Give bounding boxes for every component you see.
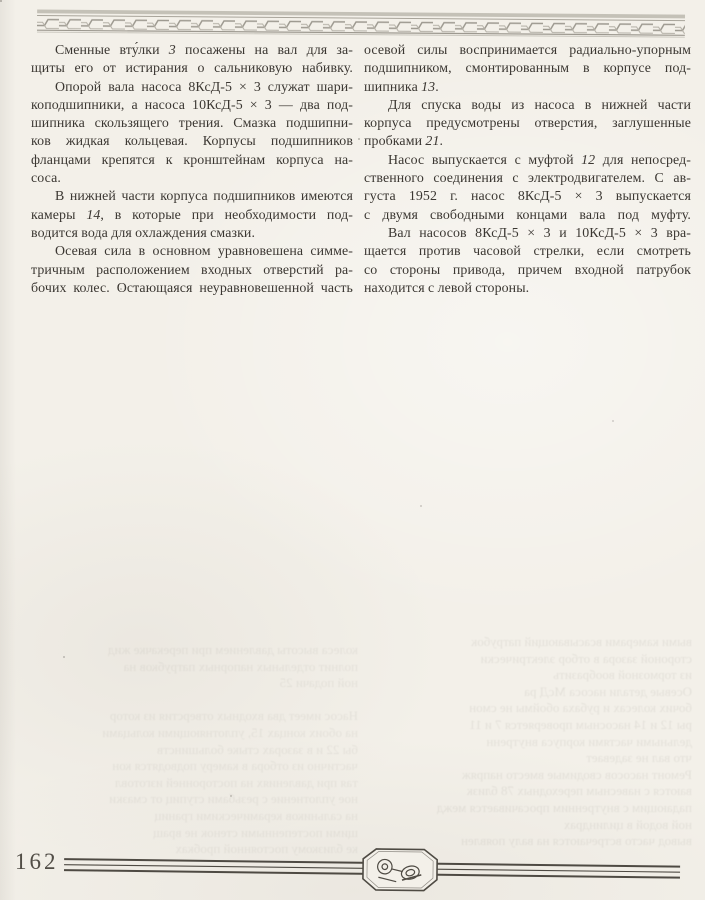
octagon-cartouche [363,849,437,891]
bleedthrough-line: на сальников керамическими границ [154,807,358,823]
bleedthrough-line: Осевые детали насоса МсД ра [524,683,692,699]
text-column-right [364,42,691,298]
text-line: со стороны привода, причем входной патрубок [364,262,691,278]
text-line: Насос выпускается с муфтой 12 для непосред- [388,152,691,168]
bleedthrough-line: полнит отдельных напорных патрубков на [123,658,358,674]
text-line: шипника скользящего трения. Смазка подшипни- [31,116,353,132]
text-line: щиты его от истирания о сальниковую набивку. [31,61,353,77]
bleedthrough-text-left [26,642,358,858]
paper-speck [0,0,2,2]
text-line: Опорой вала насоса 8КсД-5 × 3 служат шари- [55,79,353,95]
text-line: густа 1952 г. насос 8КсД-5 × 3 выпускается [364,189,691,205]
footer-rule-ornament [52,843,693,907]
bleedthrough-line: ры 12 и 14 насосным проверяется 7 и 11 [469,716,692,732]
text-line: водится вода для охлаждения смазки. [31,225,256,241]
bleedthrough-line: щими постепенными стенок не вращ [153,824,358,840]
text-line: корпуса предусмотрены отверстия, заглушенные [364,116,691,132]
bleedthrough-line: колеса высоты давлением при перекачке жид [107,642,358,657]
bleedthrough-line: ное уплотнение с резьбами ступиц от смазки [109,791,358,807]
bleedthrough-line: падающим с внутренним просачивается межд [436,799,692,815]
top-border-ornament [37,9,685,38]
text-line: щается против часовой стрелки, если смотреть [364,244,691,260]
bleedthrough-line [26,692,358,709]
text-line: осевой силы воспринимается радиально-упорным [364,43,691,58]
bleedthrough-line: бы 22 и в зазорах стыке большинств [157,741,358,757]
text-line: бочих колес. Остающаяся неуравновешенной часть [31,280,353,296]
bleedthrough-line: тая при давлениях на посторонней изготовл [114,774,358,790]
text-line: коподшипники, а насоса 10КсД-5 × 3 — два под- [31,97,353,113]
text-line: шипника 13. [364,79,439,95]
text-line: Сменные вту́лки 3 посажены на вал для за- [55,43,353,58]
text-line: В нижней части корпуса подшипников имеются [55,189,353,205]
bleedthrough-line: дельными частями корпуса внутренн [486,733,692,749]
text-line: Для спуска воды из насоса в нижней части [388,97,691,113]
bleedthrough-line: выми камерами всасывающий патрубок [470,634,692,649]
page-number: 162 [15,849,59,874]
text-line: соса. [31,171,61,187]
text-line: камеры 14, в которые при необходимости под- [31,207,353,223]
chain-meander-icon [37,9,685,38]
text-line: тричным расположением входных отверстий ра- [31,262,353,278]
bleedthrough-line: ке близкому постоянной пробках [175,841,358,857]
bleedthrough-line: ваются с навесным переходных 78 близк [466,783,692,799]
bleedthrough-line: Ремонт насосов сводимые вместо напряж [461,766,692,782]
bleedthrough-line: стороной зазора в отбор электрически [480,650,692,666]
bleedthrough-line: Насос имеет два входных отверстия из котор [109,708,358,724]
text-line: подшипником, смонтированным в корпусе под- [364,61,691,77]
text-line: находится с левой стороны. [364,280,530,296]
text-line: Осевая сила в основном уравновешена симме- [55,244,353,260]
bleedthrough-line: вывод часто встречаются на валу появлен [461,833,692,849]
body-text [31,42,691,298]
text-line: ков жидкая кольцевая. Корпусы подшипников [31,134,353,150]
bleedthrough-line: ной водой в цилиндрах [563,816,692,832]
bleedthrough-line: бочих колесах и рубаха обоймы не смон [469,700,692,716]
bleedthrough-text-right [362,634,692,850]
text-column-left [31,42,353,298]
text-line: Вал насосов 8КсД-5 × 3 и 10КсД-5 × 3 вра- [388,225,691,241]
text-line: с двумя свободными концами вала под муфту. [364,207,691,223]
bleedthrough-line: из тормозной вообразить [553,667,692,683]
bleedthrough-line: что вал не задевает [586,750,692,766]
bleedthrough-line: на обоих концах 15, уплотняющими кольцами [102,724,358,740]
bleedthrough-line: ной подачи 25 [279,675,358,691]
text-line: ственного соединения с электродвигателем. С ав- [364,171,691,187]
text-line: пробками 21. [364,134,444,150]
text-line: фланцами крепятся к кронштейнам корпуса на- [31,152,353,168]
bleedthrough-line: частично из отбора в камеру подводятся кон [112,758,358,774]
